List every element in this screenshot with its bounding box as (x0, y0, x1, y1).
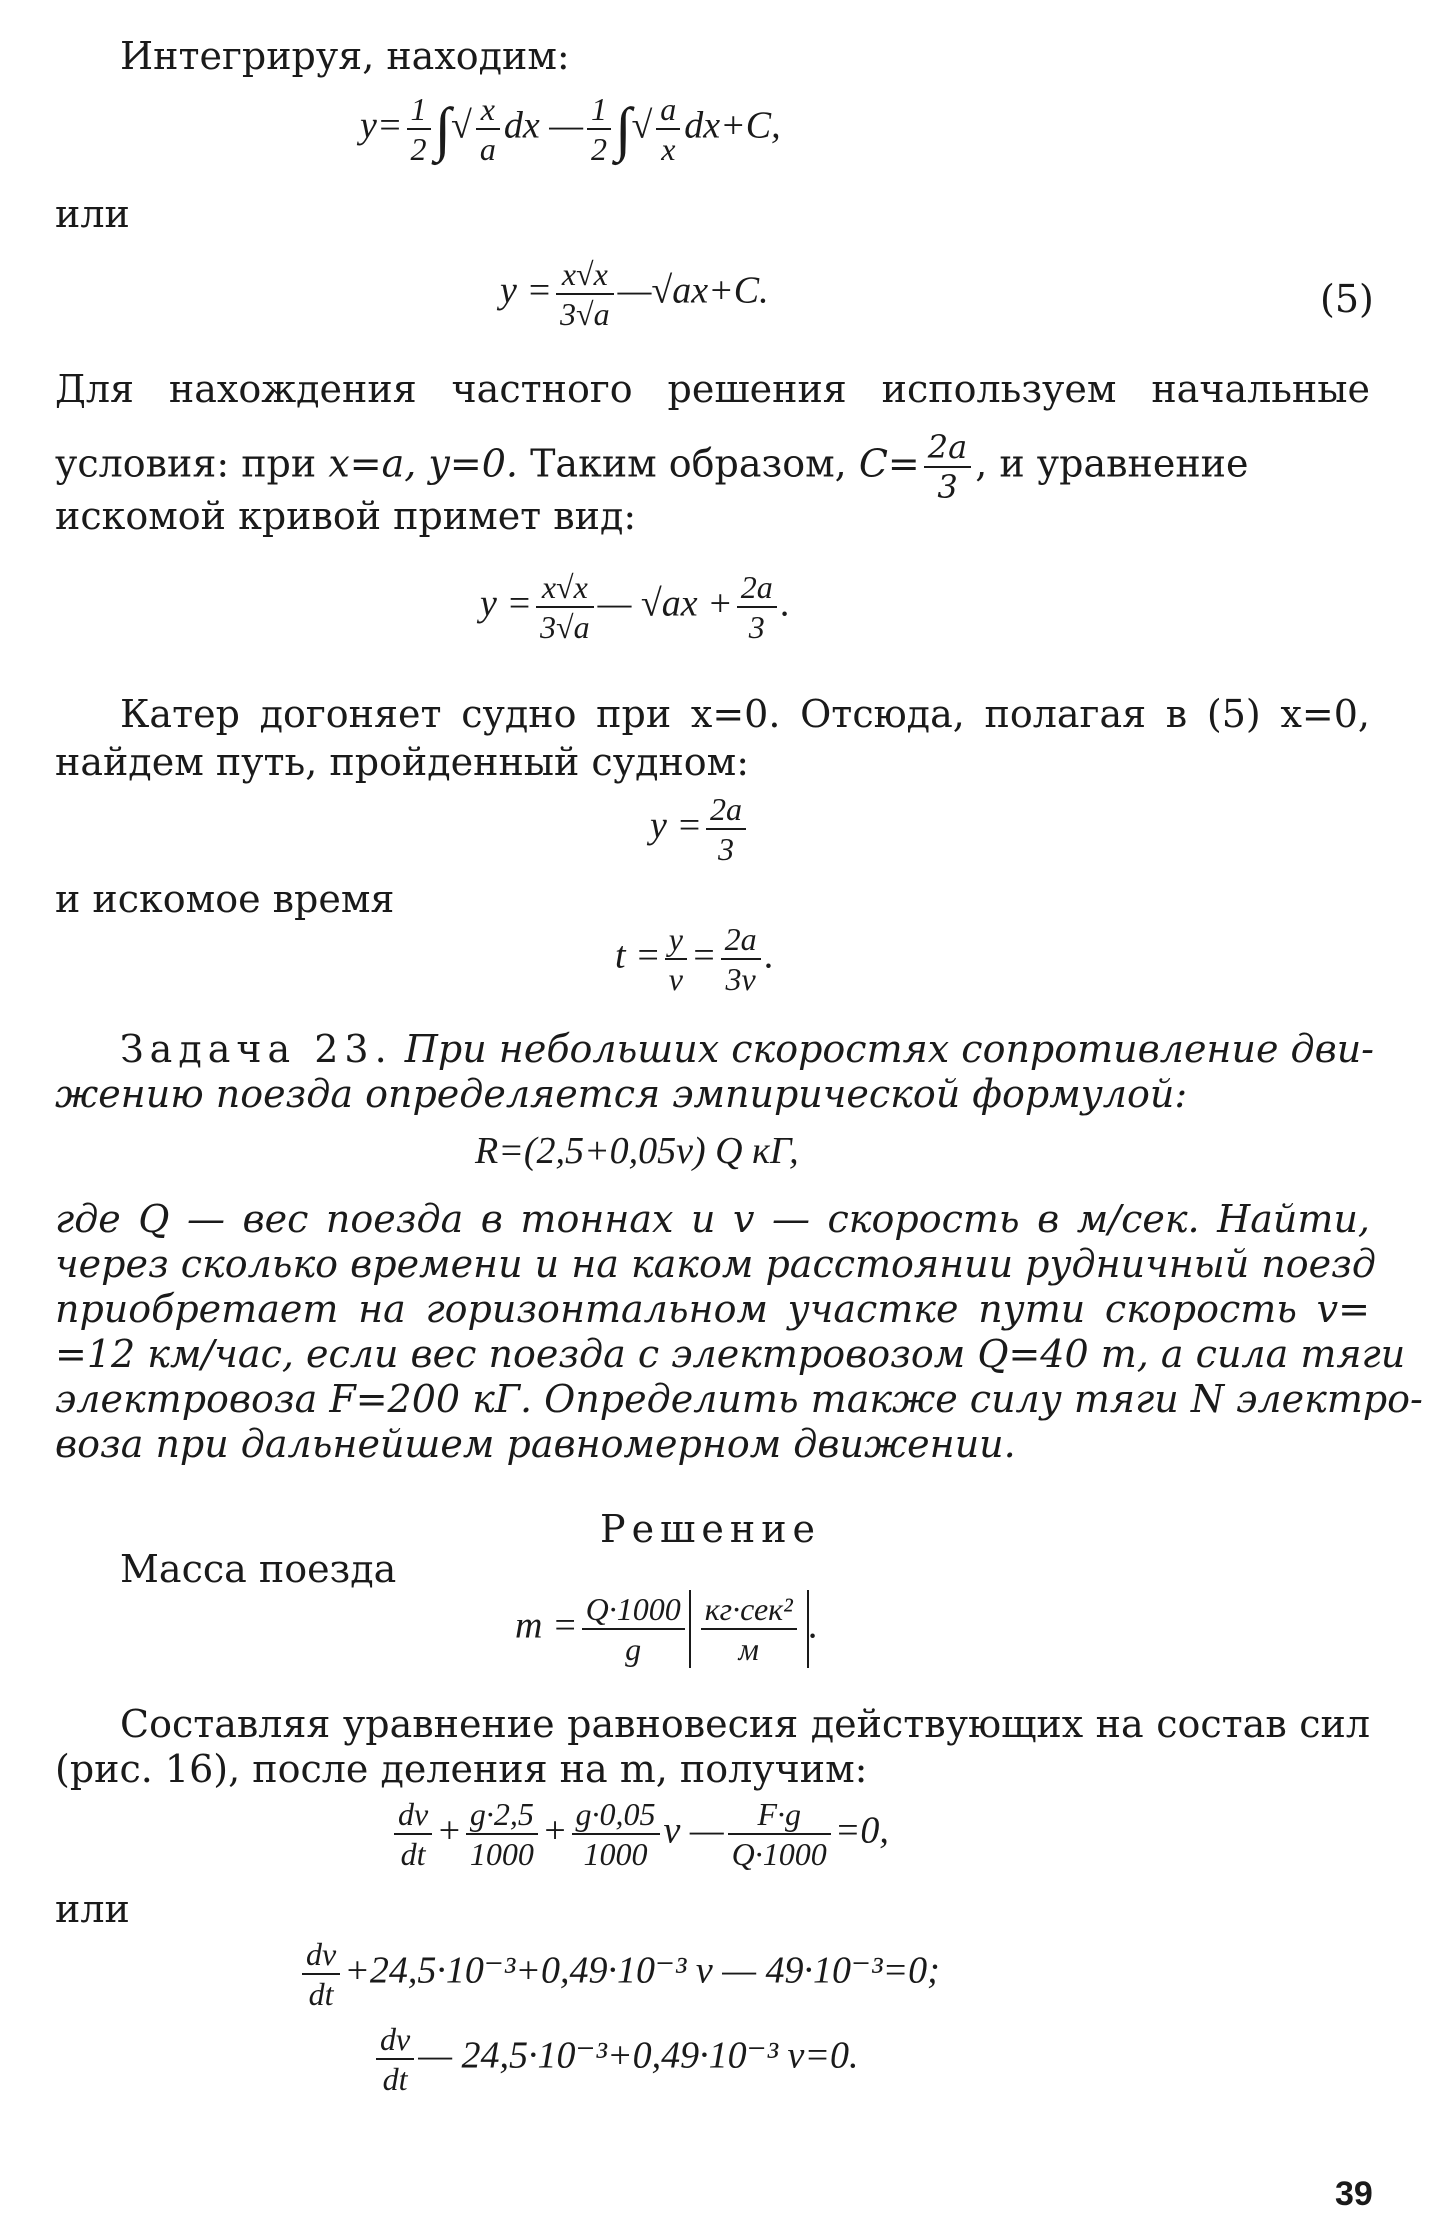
task-23-line-8: воза при дальнейшем равномерном движении. (55, 1422, 1016, 1466)
or-text-2: или (55, 1887, 130, 1931)
task-23-line-4: через сколько времени и на каком расстоянии рудничный поезд (55, 1242, 1376, 1286)
or-text-1: или (55, 192, 130, 236)
equation-resistance: R=(2,5+0,05v) Q кГ, (475, 1130, 799, 1172)
equation-label-5: (5) (1320, 277, 1374, 321)
time-text: и искомое время (55, 877, 395, 921)
page-number: 39 (1335, 2175, 1373, 2213)
equation-5: y = $\frac{x√x}{3√a}$ —√ax+C. (500, 256, 769, 332)
equation-integral: y= $\frac{1}{2}$ ∫√ $\frac{x}{a}$ dx — $\frac{1}{2}$ ∫√ $\frac{a}{x}$ dx+C, (360, 91, 781, 167)
equation-motion-numeric: $\frac{dv}{dt}$ +24,5·10⁻³+0,49·10⁻³ v — 49·10⁻³=0; (298, 1935, 940, 2013)
equation-motion: $\frac{dv}{dt}$ + $\frac{g\cdot 2,5}{1000}$ + $\frac{g\cdot 0,05}{1000}$ v — $\frac{F\cdot g}{Q\cdot 1000}$ =0, (390, 1795, 889, 1873)
solution-heading: Решение (600, 1507, 822, 1551)
paragraph-2-line-1: Катер догоняет судно при x=0. Отсюда, полагая в (5) x=0, (120, 692, 1370, 736)
intro-text: Интегрируя, находим: (120, 34, 570, 78)
task-23-line-7: электровоза F=200 кГ. Определить также силу тяги N электро- (55, 1377, 1423, 1421)
task-23-line-2: жению поезда определяется эмпирической формулой: (55, 1072, 1188, 1116)
mass-text: Масса поезда (120, 1547, 397, 1591)
equation-motion-final: $\frac{dv}{dt}$ — 24,5·10⁻³+0,49·10⁻³ v=0. (372, 2020, 859, 2098)
paragraph-2-line-2: найдем путь, пройденный судном: (55, 740, 750, 784)
equation-mass: m = $\frac{Q\cdot 1000}{g}$ $\frac{\text{кг·сек²}}{м}$ . (515, 1591, 819, 1667)
paragraph-1-line-3: искомой кривой примет вид: (55, 494, 637, 538)
equation-curve: y = $\frac{x√x}{3√a}$ — √ax + $\frac{2a}{3}$ . (480, 569, 791, 645)
task-23-line-6: =12 км/час, если вес поезда с электровозом Q=40 т, а сила тяги (55, 1332, 1406, 1376)
paragraph-1-line-2: условия: при x=a, y=0. Таким образом, C= $\frac{2a}{3}$ , и уравнение (55, 428, 1249, 506)
task-23-line-5: приобретает на горизонтальном участке пути скорость v= (55, 1287, 1370, 1331)
equation-path: y = $\frac{2a}{3}$ (650, 790, 750, 868)
paragraph-3-line-1: Составляя уравнение равновесия действующих на состав сил (120, 1702, 1370, 1746)
paragraph-1-line-1: Для нахождения частного решения используем начальные (55, 367, 1370, 411)
task-23-line-3: где Q — вес поезда в тоннах и v — скорость в м/сек. Найти, (55, 1197, 1370, 1241)
equation-time: t = $\frac{y}{v}$ = $\frac{2a}{3v}$ . (615, 921, 775, 997)
task-23-line-1: Задача 23. При небольших скоростях сопротивление дви- (120, 1027, 1375, 1071)
paragraph-3-line-2: (рис. 16), после деления на m, получим: (55, 1747, 868, 1791)
